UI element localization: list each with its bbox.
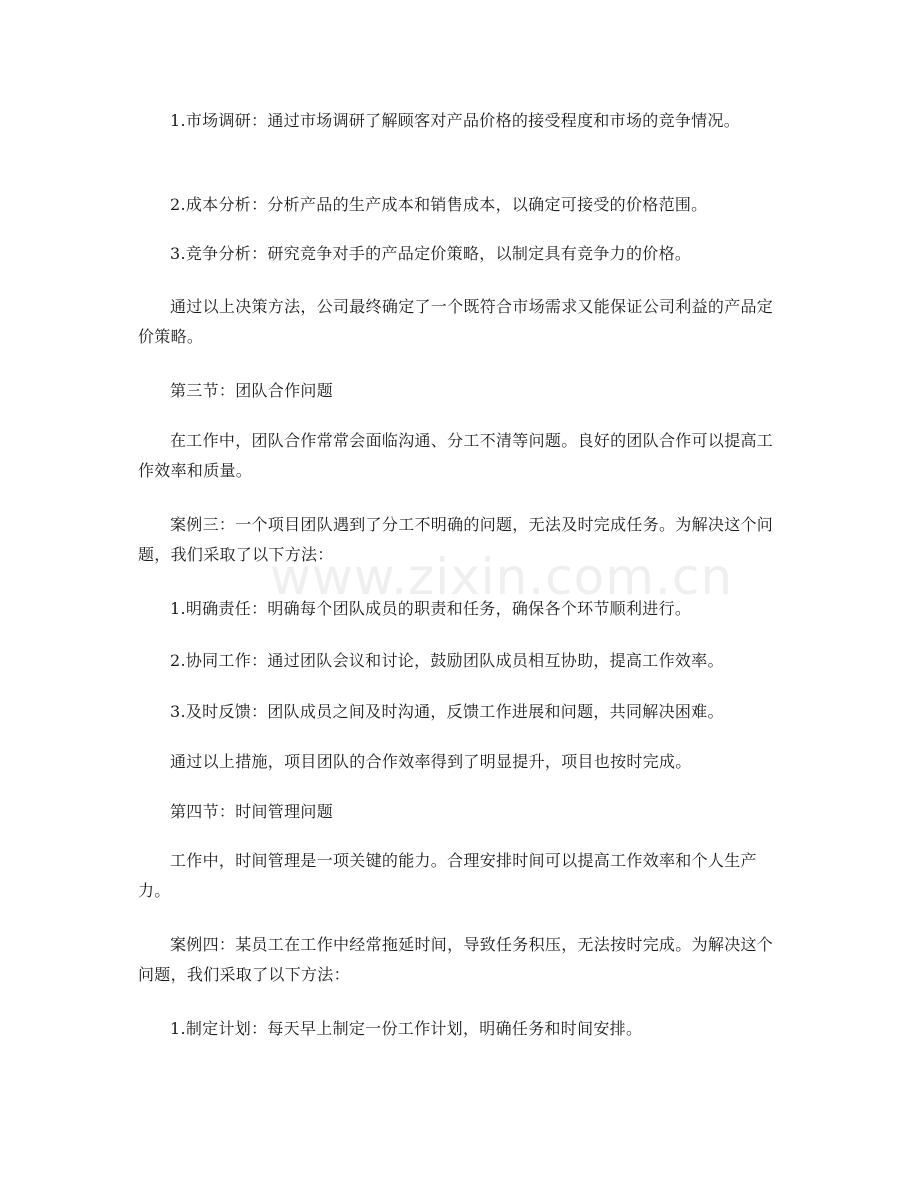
paragraph-case-four: 案例四：某员工在工作中经常拖延时间，导致任务积压，无法按时完成。为解决这个问题，我们采取了以下方法： bbox=[138, 935, 774, 984]
paragraph-case-three: 案例三：一个项目团队遇到了分工不明确的问题，无法及时完成任务。为解决这个问题，我们采取了以下方法： bbox=[138, 515, 774, 564]
paragraph-market-research: 1.市场调研：通过市场调研了解顾客对产品价格的接受程度和市场的竞争情况。 bbox=[170, 111, 741, 130]
paragraph-collaboration: 2.协同工作：通过团队会议和讨论，鼓励团队成员相互协助，提高工作效率。 bbox=[170, 651, 724, 670]
section-heading-teamwork: 第三节：团队合作问题 bbox=[170, 381, 334, 400]
paragraph-make-plan: 1.制定计划：每天早上制定一份工作计划，明确任务和时间安排。 bbox=[170, 1019, 643, 1038]
paragraph-teamwork-conclusion: 通过以上措施，项目团队的合作效率得到了明显提升，项目也按时完成。 bbox=[170, 752, 692, 771]
paragraph-teamwork-intro: 在工作中，团队合作常常会面临沟通、分工不清等问题。良好的团队合作可以提高工作效率和质量。 bbox=[138, 431, 774, 480]
paragraph-timely-feedback: 3.及时反馈：团队成员之间及时沟通，反馈工作进展和问题，共同解决困难。 bbox=[170, 702, 724, 721]
paragraph-time-management-intro: 工作中，时间管理是一项关键的能力。合理安排时间可以提高工作效率和个人生产力。 bbox=[138, 851, 757, 900]
paragraph-pricing-conclusion: 通过以上决策方法，公司最终确定了一个既符合市场需求又能保证公司利益的产品定价策略。 bbox=[138, 297, 774, 346]
watermark-text: www.zixin.com.cn bbox=[270, 548, 734, 606]
paragraph-competition-analysis: 3.竞争分析：研究竞争对手的产品定价策略，以制定具有竞争力的价格。 bbox=[170, 244, 692, 263]
paragraph-clear-responsibility: 1.明确责任：明确每个团队成员的职责和任务，确保各个环节顺利进行。 bbox=[170, 599, 692, 618]
section-heading-time-management: 第四节：时间管理问题 bbox=[170, 802, 334, 821]
paragraph-cost-analysis: 2.成本分析：分析产品的生产成本和销售成本，以确定可接受的价格范围。 bbox=[170, 195, 708, 214]
